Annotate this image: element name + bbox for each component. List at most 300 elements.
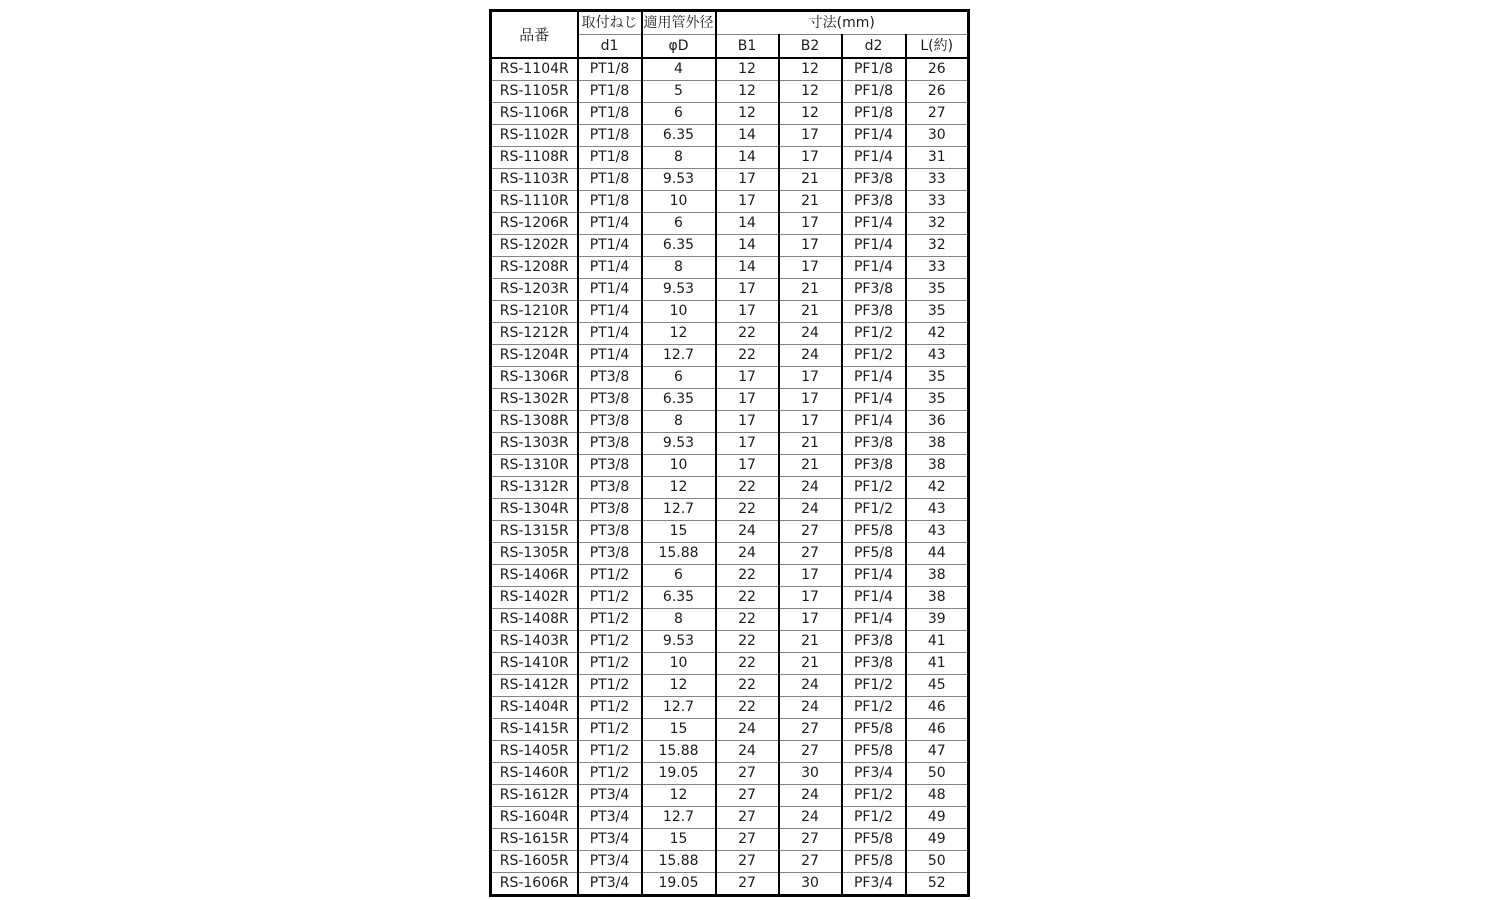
table-cell: PT1/4 [578, 257, 642, 279]
table-cell: 17 [716, 455, 779, 477]
table-cell: 24 [779, 477, 842, 499]
table-cell: 52 [906, 873, 969, 896]
table-cell: 17 [779, 565, 842, 587]
table-row [491, 851, 969, 873]
table-row [491, 763, 969, 785]
table-cell: PF1/2 [842, 785, 906, 807]
table-row [491, 587, 969, 609]
table-cell: 27 [779, 521, 842, 543]
table-cell: 17 [779, 125, 842, 147]
table-cell: PT1/2 [578, 719, 642, 741]
table-cell: 12 [642, 675, 716, 697]
table-cell: RS-1103R [491, 169, 578, 191]
table-cell: PF1/2 [842, 323, 906, 345]
table-row [491, 147, 969, 169]
table-cell: 30 [906, 125, 969, 147]
table-cell: RS-1204R [491, 345, 578, 367]
table-cell: PF5/8 [842, 521, 906, 543]
table-cell: 50 [906, 851, 969, 873]
table-cell: PT1/8 [578, 169, 642, 191]
table-cell: PF1/2 [842, 499, 906, 521]
table-cell: 24 [716, 719, 779, 741]
table-cell: RS-1402R [491, 587, 578, 609]
table-cell: 10 [642, 301, 716, 323]
table-cell: 17 [716, 367, 779, 389]
table-cell: 21 [779, 631, 842, 653]
table-row [491, 873, 969, 896]
table-cell: 33 [906, 257, 969, 279]
table-cell: 17 [716, 279, 779, 301]
table-cell: PF1/4 [842, 389, 906, 411]
header-part-number: 品番 [491, 11, 578, 59]
table-cell: 12 [716, 103, 779, 125]
table-row [491, 191, 969, 213]
table-row [491, 455, 969, 477]
table-cell: PT3/8 [578, 543, 642, 565]
spec-table [489, 9, 970, 897]
table-cell: 17 [779, 367, 842, 389]
table-cell: PT3/8 [578, 521, 642, 543]
table-cell: 17 [716, 389, 779, 411]
spec-table-container [489, 9, 970, 897]
table-cell: RS-1302R [491, 389, 578, 411]
table-cell: 32 [906, 213, 969, 235]
table-cell: PF1/8 [842, 81, 906, 103]
table-cell: PF1/2 [842, 697, 906, 719]
table-cell: 36 [906, 411, 969, 433]
table-row [491, 367, 969, 389]
table-cell: 15 [642, 719, 716, 741]
table-cell: RS-1308R [491, 411, 578, 433]
table-cell: 24 [779, 323, 842, 345]
table-cell: RS-1406R [491, 565, 578, 587]
table-cell: RS-1212R [491, 323, 578, 345]
table-cell: 12.7 [642, 499, 716, 521]
table-cell: PF3/8 [842, 433, 906, 455]
table-cell: 27 [779, 719, 842, 741]
spec-table-header [491, 11, 969, 59]
table-cell: 6.35 [642, 587, 716, 609]
table-cell: 22 [716, 323, 779, 345]
table-cell: PT1/8 [578, 81, 642, 103]
table-cell: 38 [906, 565, 969, 587]
table-cell: 9.53 [642, 631, 716, 653]
table-cell: PF3/8 [842, 653, 906, 675]
table-cell: PF1/2 [842, 345, 906, 367]
table-cell: 22 [716, 609, 779, 631]
table-cell: 8 [642, 257, 716, 279]
table-cell: PT1/4 [578, 235, 642, 257]
table-row [491, 58, 969, 81]
table-cell: PF1/4 [842, 147, 906, 169]
table-cell: 24 [716, 543, 779, 565]
table-cell: PF3/8 [842, 191, 906, 213]
table-row [491, 345, 969, 367]
table-cell: 22 [716, 565, 779, 587]
table-cell: 21 [779, 301, 842, 323]
table-cell: RS-1208R [491, 257, 578, 279]
table-cell: RS-1210R [491, 301, 578, 323]
table-cell: PT3/4 [578, 829, 642, 851]
table-cell: 22 [716, 345, 779, 367]
table-cell: PT1/8 [578, 125, 642, 147]
table-cell: 8 [642, 609, 716, 631]
table-cell: RS-1604R [491, 807, 578, 829]
table-cell: PT1/2 [578, 675, 642, 697]
table-cell: 17 [779, 609, 842, 631]
header-d2: d2 [842, 35, 906, 59]
table-cell: 10 [642, 653, 716, 675]
header-b1: B1 [716, 35, 779, 59]
table-cell: PF1/4 [842, 257, 906, 279]
table-cell: PF5/8 [842, 741, 906, 763]
table-cell: 49 [906, 807, 969, 829]
table-cell: 15 [642, 521, 716, 543]
table-cell: 17 [716, 301, 779, 323]
table-cell: 24 [779, 807, 842, 829]
table-row [491, 829, 969, 851]
table-body [491, 58, 969, 896]
table-cell: PT3/4 [578, 807, 642, 829]
table-cell: 46 [906, 719, 969, 741]
table-row [491, 521, 969, 543]
table-cell: 14 [716, 125, 779, 147]
table-cell: 8 [642, 411, 716, 433]
table-cell: 9.53 [642, 433, 716, 455]
table-cell: RS-1110R [491, 191, 578, 213]
table-cell: 38 [906, 433, 969, 455]
table-row [491, 631, 969, 653]
table-cell: 27 [779, 741, 842, 763]
table-cell: 6.35 [642, 125, 716, 147]
table-row [491, 279, 969, 301]
table-cell: PF1/8 [842, 103, 906, 125]
table-cell: 24 [779, 345, 842, 367]
table-cell: RS-1310R [491, 455, 578, 477]
table-cell: 24 [779, 697, 842, 719]
table-cell: 32 [906, 235, 969, 257]
table-cell: 17 [779, 147, 842, 169]
table-cell: 30 [779, 873, 842, 896]
table-cell: 22 [716, 477, 779, 499]
table-cell: 6.35 [642, 389, 716, 411]
table-cell: 8 [642, 147, 716, 169]
table-cell: RS-1615R [491, 829, 578, 851]
table-cell: 9.53 [642, 279, 716, 301]
table-cell: 43 [906, 345, 969, 367]
table-cell: 17 [716, 433, 779, 455]
table-cell: 35 [906, 301, 969, 323]
table-cell: RS-1460R [491, 763, 578, 785]
table-cell: RS-1408R [491, 609, 578, 631]
table-cell: PT1/4 [578, 323, 642, 345]
table-cell: RS-1315R [491, 521, 578, 543]
table-cell: RS-1306R [491, 367, 578, 389]
table-cell: 15.88 [642, 543, 716, 565]
table-cell: PT1/2 [578, 741, 642, 763]
table-cell: PT1/4 [578, 213, 642, 235]
table-row [491, 807, 969, 829]
table-cell: PT3/8 [578, 455, 642, 477]
table-cell: 21 [779, 433, 842, 455]
table-cell: 27 [716, 873, 779, 896]
table-cell: 22 [716, 587, 779, 609]
table-cell: PF1/2 [842, 477, 906, 499]
table-row [491, 609, 969, 631]
table-cell: PF3/4 [842, 763, 906, 785]
table-row [491, 213, 969, 235]
table-cell: 22 [716, 499, 779, 521]
header-b2: B2 [779, 35, 842, 59]
table-cell: PT3/8 [578, 389, 642, 411]
table-cell: PF1/4 [842, 565, 906, 587]
table-cell: 12 [716, 81, 779, 103]
table-cell: RS-1104R [491, 58, 578, 81]
table-cell: PF1/4 [842, 125, 906, 147]
table-row [491, 477, 969, 499]
table-cell: 31 [906, 147, 969, 169]
table-cell: 17 [716, 191, 779, 213]
table-cell: 38 [906, 455, 969, 477]
table-row [491, 389, 969, 411]
table-cell: PF1/4 [842, 609, 906, 631]
table-cell: RS-1405R [491, 741, 578, 763]
table-cell: PF3/8 [842, 301, 906, 323]
table-cell: 12 [642, 323, 716, 345]
table-cell: PF1/4 [842, 587, 906, 609]
table-cell: 43 [906, 499, 969, 521]
table-cell: 12 [716, 58, 779, 81]
table-cell: PT1/8 [578, 58, 642, 81]
table-cell: 44 [906, 543, 969, 565]
table-cell: 27 [906, 103, 969, 125]
table-cell: PF1/2 [842, 807, 906, 829]
table-cell: PF1/4 [842, 235, 906, 257]
table-row [491, 301, 969, 323]
table-cell: PT1/2 [578, 763, 642, 785]
table-cell: 26 [906, 81, 969, 103]
table-cell: RS-1102R [491, 125, 578, 147]
table-cell: 22 [716, 675, 779, 697]
table-cell: 12 [779, 81, 842, 103]
table-row [491, 565, 969, 587]
table-cell: PF1/4 [842, 367, 906, 389]
table-cell: RS-1305R [491, 543, 578, 565]
table-cell: 10 [642, 455, 716, 477]
table-row [491, 741, 969, 763]
table-cell: 17 [779, 389, 842, 411]
table-cell: 6.35 [642, 235, 716, 257]
table-cell: RS-1410R [491, 653, 578, 675]
table-row [491, 719, 969, 741]
table-cell: PT1/2 [578, 631, 642, 653]
table-cell: RS-1415R [491, 719, 578, 741]
table-cell: 4 [642, 58, 716, 81]
table-cell: RS-1606R [491, 873, 578, 896]
header-l-approx: L(約) [906, 35, 969, 59]
table-cell: 39 [906, 609, 969, 631]
table-row [491, 785, 969, 807]
table-cell: 17 [779, 257, 842, 279]
table-cell: PF5/8 [842, 543, 906, 565]
table-cell: 42 [906, 477, 969, 499]
table-cell: PF5/8 [842, 829, 906, 851]
table-cell: 15 [642, 829, 716, 851]
table-cell: 6 [642, 565, 716, 587]
table-cell: PT3/8 [578, 433, 642, 455]
table-cell: 10 [642, 191, 716, 213]
table-cell: PF1/8 [842, 58, 906, 81]
table-cell: PF1/4 [842, 213, 906, 235]
table-cell: 21 [779, 169, 842, 191]
table-cell: 17 [779, 235, 842, 257]
table-cell: 14 [716, 213, 779, 235]
table-cell: 12 [642, 477, 716, 499]
table-cell: PT1/2 [578, 587, 642, 609]
header-phi-d: φD [642, 35, 716, 59]
table-cell: RS-1203R [491, 279, 578, 301]
table-cell: 48 [906, 785, 969, 807]
table-cell: RS-1312R [491, 477, 578, 499]
table-cell: 12.7 [642, 697, 716, 719]
table-cell: RS-1105R [491, 81, 578, 103]
table-cell: PF5/8 [842, 851, 906, 873]
table-cell: PT1/8 [578, 191, 642, 213]
table-cell: 27 [716, 785, 779, 807]
table-cell: 21 [779, 191, 842, 213]
table-cell: 15.88 [642, 741, 716, 763]
table-cell: 6 [642, 213, 716, 235]
table-cell: RS-1612R [491, 785, 578, 807]
table-cell: 6 [642, 367, 716, 389]
table-cell: RS-1206R [491, 213, 578, 235]
table-cell: 22 [716, 697, 779, 719]
table-cell: 17 [779, 587, 842, 609]
table-row [491, 675, 969, 697]
table-cell: 21 [779, 455, 842, 477]
table-row [491, 323, 969, 345]
table-cell: 27 [716, 763, 779, 785]
table-cell: 46 [906, 697, 969, 719]
table-cell: 17 [716, 169, 779, 191]
table-cell: 41 [906, 631, 969, 653]
table-cell: 12 [642, 785, 716, 807]
table-cell: PF3/8 [842, 169, 906, 191]
table-cell: 14 [716, 257, 779, 279]
table-cell: RS-1202R [491, 235, 578, 257]
table-cell: 30 [779, 763, 842, 785]
table-row [491, 543, 969, 565]
table-cell: 22 [716, 631, 779, 653]
table-row [491, 103, 969, 125]
table-cell: RS-1403R [491, 631, 578, 653]
table-cell: 33 [906, 169, 969, 191]
table-cell: 24 [779, 785, 842, 807]
table-row [491, 257, 969, 279]
table-cell: 24 [779, 499, 842, 521]
table-cell: 33 [906, 191, 969, 213]
table-cell: 27 [716, 851, 779, 873]
table-cell: PT1/2 [578, 609, 642, 631]
table-cell: 27 [779, 829, 842, 851]
table-cell: 42 [906, 323, 969, 345]
table-cell: PF1/4 [842, 411, 906, 433]
table-cell: PT1/4 [578, 301, 642, 323]
table-row [491, 499, 969, 521]
table-cell: 27 [716, 807, 779, 829]
table-cell: RS-1412R [491, 675, 578, 697]
table-cell: 17 [779, 213, 842, 235]
table-row [491, 81, 969, 103]
table-cell: 27 [779, 543, 842, 565]
header-dimensions-mm: 寸法(mm) [716, 11, 969, 35]
table-cell: 26 [906, 58, 969, 81]
table-cell: PT1/8 [578, 103, 642, 125]
table-cell: RS-1303R [491, 433, 578, 455]
table-row [491, 411, 969, 433]
header-mount-screw: 取付ねじ [578, 11, 642, 35]
table-row [491, 653, 969, 675]
table-cell: 43 [906, 521, 969, 543]
table-cell: PT1/4 [578, 279, 642, 301]
table-cell: 49 [906, 829, 969, 851]
table-cell: PT1/2 [578, 565, 642, 587]
table-cell: 14 [716, 235, 779, 257]
table-cell: 27 [716, 829, 779, 851]
table-row [491, 169, 969, 191]
header-d1: d1 [578, 35, 642, 59]
table-cell: 41 [906, 653, 969, 675]
table-cell: 24 [716, 521, 779, 543]
table-cell: 24 [716, 741, 779, 763]
table-cell: 35 [906, 389, 969, 411]
table-cell: 38 [906, 587, 969, 609]
table-cell: 19.05 [642, 763, 716, 785]
table-cell: PT3/8 [578, 499, 642, 521]
table-cell: RS-1605R [491, 851, 578, 873]
table-cell: 21 [779, 279, 842, 301]
table-cell: 21 [779, 653, 842, 675]
table-cell: 19.05 [642, 873, 716, 896]
table-cell: PT3/4 [578, 851, 642, 873]
table-cell: 12 [779, 103, 842, 125]
table-cell: 45 [906, 675, 969, 697]
table-cell: 6 [642, 103, 716, 125]
table-cell: 24 [779, 675, 842, 697]
table-cell: PT3/8 [578, 477, 642, 499]
table-cell: 12.7 [642, 807, 716, 829]
table-row [491, 433, 969, 455]
table-cell: PT3/8 [578, 367, 642, 389]
table-cell: 47 [906, 741, 969, 763]
table-cell: PT1/8 [578, 147, 642, 169]
table-row [491, 235, 969, 257]
table-cell: PT1/4 [578, 345, 642, 367]
table-cell: PF3/4 [842, 873, 906, 896]
table-cell: RS-1106R [491, 103, 578, 125]
table-cell: 27 [779, 851, 842, 873]
table-cell: PF1/2 [842, 675, 906, 697]
table-cell: PT1/2 [578, 653, 642, 675]
table-cell: 50 [906, 763, 969, 785]
table-row [491, 697, 969, 719]
table-cell: 12 [779, 58, 842, 81]
table-cell: PT3/8 [578, 411, 642, 433]
table-cell: 14 [716, 147, 779, 169]
table-cell: 17 [716, 411, 779, 433]
table-cell: 17 [779, 411, 842, 433]
table-row [491, 125, 969, 147]
